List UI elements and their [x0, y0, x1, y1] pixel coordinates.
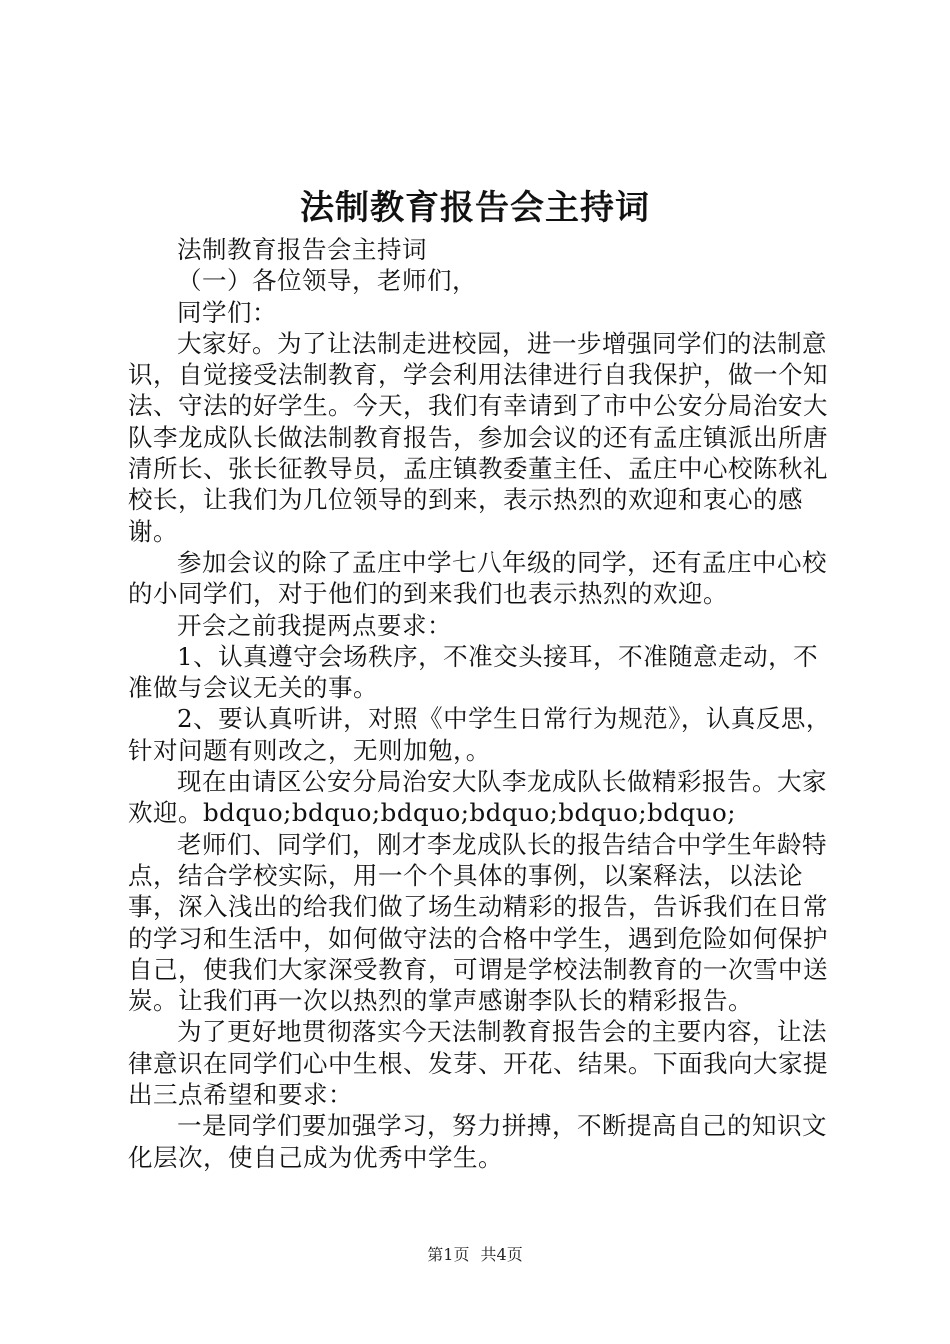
paragraph: 参加会议的除了孟庄中学七八年级的同学，还有孟庄中心校的小同学们，对于他们的到来我们也表示热烈的欢迎。	[128, 547, 827, 609]
paragraph: 法制教育报告会主持词	[177, 235, 427, 264]
paragraph: 开会之前我提两点要求：	[177, 610, 452, 640]
page-title: 法制教育报告会主持词	[300, 188, 650, 228]
page-number: 第1页	[427, 1245, 470, 1264]
page-total: 共4页	[480, 1245, 523, 1264]
paragraph: （一）各位领导，老师们，	[177, 266, 477, 296]
paragraph: 同学们：	[177, 297, 277, 327]
paragraph: 现在由请区公安分局治安大队李龙成队长做精彩报告。大家欢迎。bdquo;bdquo;bdquo;bdquo;bdquo;bdquo;	[128, 767, 827, 828]
paragraph: 为了更好地贯彻落实今天法制教育报告会的主要内容，让法律意识在同学们心中生根、发芽、开花、结果。下面我向大家提出三点希望和要求：	[128, 1017, 828, 1110]
paragraph: 一是同学们要加强学习，努力拼搏，不断提高自己的知识文化层次，使自己成为优秀中学生。	[128, 1111, 827, 1172]
paragraph: 老师们、同学们，刚才李龙成队长的报告结合中学生年龄特点，结合学校实际，用一个个具体的事例，以案释法，以法论事，深入浅出的给我们做了场生动精彩的报告，告诉我们在日常的学习和生活中，如何做守法的合格中学生，遇到危险如何保护自己，使我们大家深受教育，可谓是学校法制教育的一次雪中送炭。让我们再一次以热烈的掌声感谢李队长的精彩报告。	[128, 829, 828, 1016]
paragraph: 1、认真遵守会场秩序，不准交头接耳，不准随意走动，不准做与会议无关的事。	[128, 641, 819, 703]
document-body	[128, 234, 840, 1173]
page-footer	[0, 1244, 950, 1266]
paragraph: 2、要认真听讲，对照《中学生日常行为规范》，认真反思，针对问题有则改之，无则加勉，。	[128, 704, 831, 765]
paragraph: 大家好。为了让法制走进校园，进一步增强同学们的法制意识，自觉接受法制教育，学会利用法律进行自我保护，做一个知法、守法的好学生。今天，我们有幸请到了市中公安分局治安大队李龙成队长做法制教育报告，参加会议的还有孟庄镇派出所唐清所长、张长征教导员，孟庄镇教委董主任、孟庄中心校陈秋礼校长，让我们为几位领导的到来，表示热烈的欢迎和衷心的感谢。	[128, 328, 828, 546]
